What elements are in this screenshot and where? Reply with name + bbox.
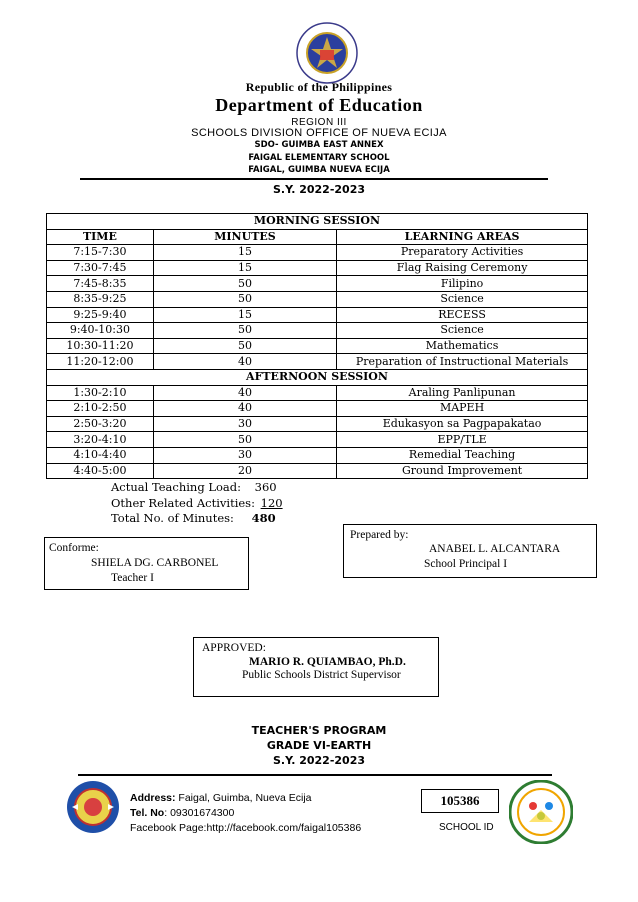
time-cell: 1:30-2:10 <box>47 385 154 401</box>
time-cell: 2:50-3:20 <box>47 416 154 432</box>
actual-teaching-load <box>111 480 277 494</box>
conforme-label: Conforme: <box>49 542 99 554</box>
time-cell: 9:25-9:40 <box>47 307 154 323</box>
minutes-cell: 40 <box>153 385 336 401</box>
table-row <box>47 307 588 323</box>
prepared-name: ANABEL L. ALCANTARA <box>429 543 561 555</box>
learning-area-cell: MAPEH <box>337 401 588 417</box>
school-seal-logo <box>66 780 120 834</box>
table-row <box>47 338 588 354</box>
learning-area-cell: Edukasyon sa Pagpapakatao <box>337 416 588 432</box>
address-label: Address: <box>130 792 176 804</box>
table-row <box>47 385 588 401</box>
time-cell: 2:10-2:50 <box>47 401 154 417</box>
prepared-by-box <box>343 524 597 578</box>
table-row <box>47 245 588 261</box>
learning-area-cell: Preparatory Activities <box>337 245 588 261</box>
learning-area-cell: EPP/TLE <box>337 432 588 448</box>
header-rule <box>80 178 548 180</box>
approved-box <box>193 637 439 697</box>
facebook-link[interactable]: Facebook Page:http://facebook.com/faigal105386 <box>130 822 362 834</box>
school-id-label: SCHOOL ID <box>439 822 494 833</box>
approved-name: MARIO R. QUIAMBAO, Ph.D. <box>249 656 406 668</box>
learning-area-cell: RECESS <box>337 307 588 323</box>
learning-area-cell: Science <box>337 291 588 307</box>
learning-area-cell: Science <box>337 323 588 339</box>
table-row <box>47 416 588 432</box>
footer-rule <box>78 774 552 776</box>
address-value: Faigal, Guimba, Nueva Ecija <box>175 792 312 804</box>
address-line <box>130 792 312 804</box>
total-minutes-value: 480 <box>251 511 276 525</box>
time-cell: 7:45-8:35 <box>47 276 154 292</box>
learning-area-cell: Flag Raising Ceremony <box>337 260 588 276</box>
conforme-position: Teacher I <box>111 572 154 584</box>
table-row <box>47 463 588 479</box>
morning-session-header-title: MORNING SESSION <box>47 214 588 230</box>
school-year-heading: S.Y. 2022-2023 <box>272 183 366 196</box>
column-header-minutes: MINUTES <box>153 229 336 245</box>
actual-load-value: 360 <box>254 480 277 494</box>
afternoon-session-header-title: AFTERNOON SESSION <box>47 369 588 385</box>
republic-heading: Republic of the Philippines <box>245 80 393 94</box>
morning-session-header <box>47 214 588 230</box>
schedule-table <box>46 213 588 479</box>
schedule-body <box>47 214 588 479</box>
program-title: TEACHER'S PROGRAM <box>251 724 387 737</box>
table-row <box>47 354 588 370</box>
table-row <box>47 401 588 417</box>
minutes-cell: 50 <box>153 338 336 354</box>
annex-heading: SDO- GUIMBA EAST ANNEX <box>254 140 384 150</box>
learning-area-cell: Ground Improvement <box>337 463 588 479</box>
learning-area-cell: Mathematics <box>337 338 588 354</box>
minutes-cell: 15 <box>153 260 336 276</box>
table-row <box>47 447 588 463</box>
total-minutes <box>111 511 276 525</box>
column-header-time: TIME <box>47 229 154 245</box>
table-row <box>47 291 588 307</box>
minutes-cell: 40 <box>153 401 336 417</box>
table-row <box>47 276 588 292</box>
program-school-year: S.Y. 2022-2023 <box>272 754 366 767</box>
other-activities <box>111 496 283 510</box>
school-heading: FAIGAL ELEMENTARY SCHOOL <box>248 153 390 163</box>
table-row <box>47 323 588 339</box>
minutes-cell: 50 <box>153 323 336 339</box>
total-minutes-label: Total No. of Minutes: <box>111 511 234 525</box>
actual-load-label: Actual Teaching Load: <box>111 480 242 494</box>
division-heading: SCHOOLS DIVISION OFFICE OF NUEVA ECIJA <box>191 127 447 139</box>
learning-area-cell: Araling Panlipunan <box>337 385 588 401</box>
telephone-line <box>130 807 234 819</box>
department-heading: Department of Education <box>215 95 423 115</box>
region-heading: REGION III <box>291 117 347 128</box>
minutes-cell: 40 <box>153 354 336 370</box>
prepared-label: Prepared by: <box>350 529 409 541</box>
afternoon-session-header <box>47 369 588 385</box>
learning-area-cell: Remedial Teaching <box>337 447 588 463</box>
tel-label: Tel. No <box>130 807 165 819</box>
child-friendly-school-logo <box>509 780 573 844</box>
minutes-cell: 50 <box>153 291 336 307</box>
conforme-name: SHIELA DG. CARBONEL <box>91 557 219 569</box>
approved-label: APPROVED: <box>202 642 266 654</box>
time-cell: 7:30-7:45 <box>47 260 154 276</box>
conforme-box <box>44 537 249 590</box>
time-cell: 10:30-11:20 <box>47 338 154 354</box>
approved-position: Public Schools District Supervisor <box>242 669 401 681</box>
table-row <box>47 260 588 276</box>
time-cell: 11:20-12:00 <box>47 354 154 370</box>
time-cell: 9:40-10:30 <box>47 323 154 339</box>
learning-area-cell: Preparation of Instructional Materials <box>337 354 588 370</box>
other-activities-value: 120 <box>260 496 283 510</box>
time-cell: 3:20-4:10 <box>47 432 154 448</box>
table-row <box>47 432 588 448</box>
time-cell: 4:40-5:00 <box>47 463 154 479</box>
location-heading: FAIGAL, GUIMBA NUEVA ECIJA <box>248 165 390 175</box>
minutes-cell: 50 <box>153 432 336 448</box>
tel-value: : 09301674300 <box>164 807 235 819</box>
minutes-cell: 30 <box>153 416 336 432</box>
learning-area-cell: Filipino <box>337 276 588 292</box>
time-cell: 8:35-9:25 <box>47 291 154 307</box>
minutes-cell: 30 <box>153 447 336 463</box>
other-activities-label: Other Related Activities: <box>111 496 255 510</box>
deped-seal-logo <box>296 22 358 84</box>
time-cell: 4:10-4:40 <box>47 447 154 463</box>
minutes-cell: 15 <box>153 245 336 261</box>
school-id-box: 105386 <box>421 789 499 813</box>
program-grade: GRADE VI-EARTH <box>266 739 372 752</box>
prepared-position: School Principal I <box>424 558 508 570</box>
minutes-cell: 50 <box>153 276 336 292</box>
minutes-cell: 20 <box>153 463 336 479</box>
minutes-cell: 15 <box>153 307 336 323</box>
column-header-learning-areas: LEARNING AREAS <box>337 229 588 245</box>
time-cell: 7:15-7:30 <box>47 245 154 261</box>
column-header-row <box>47 229 588 245</box>
